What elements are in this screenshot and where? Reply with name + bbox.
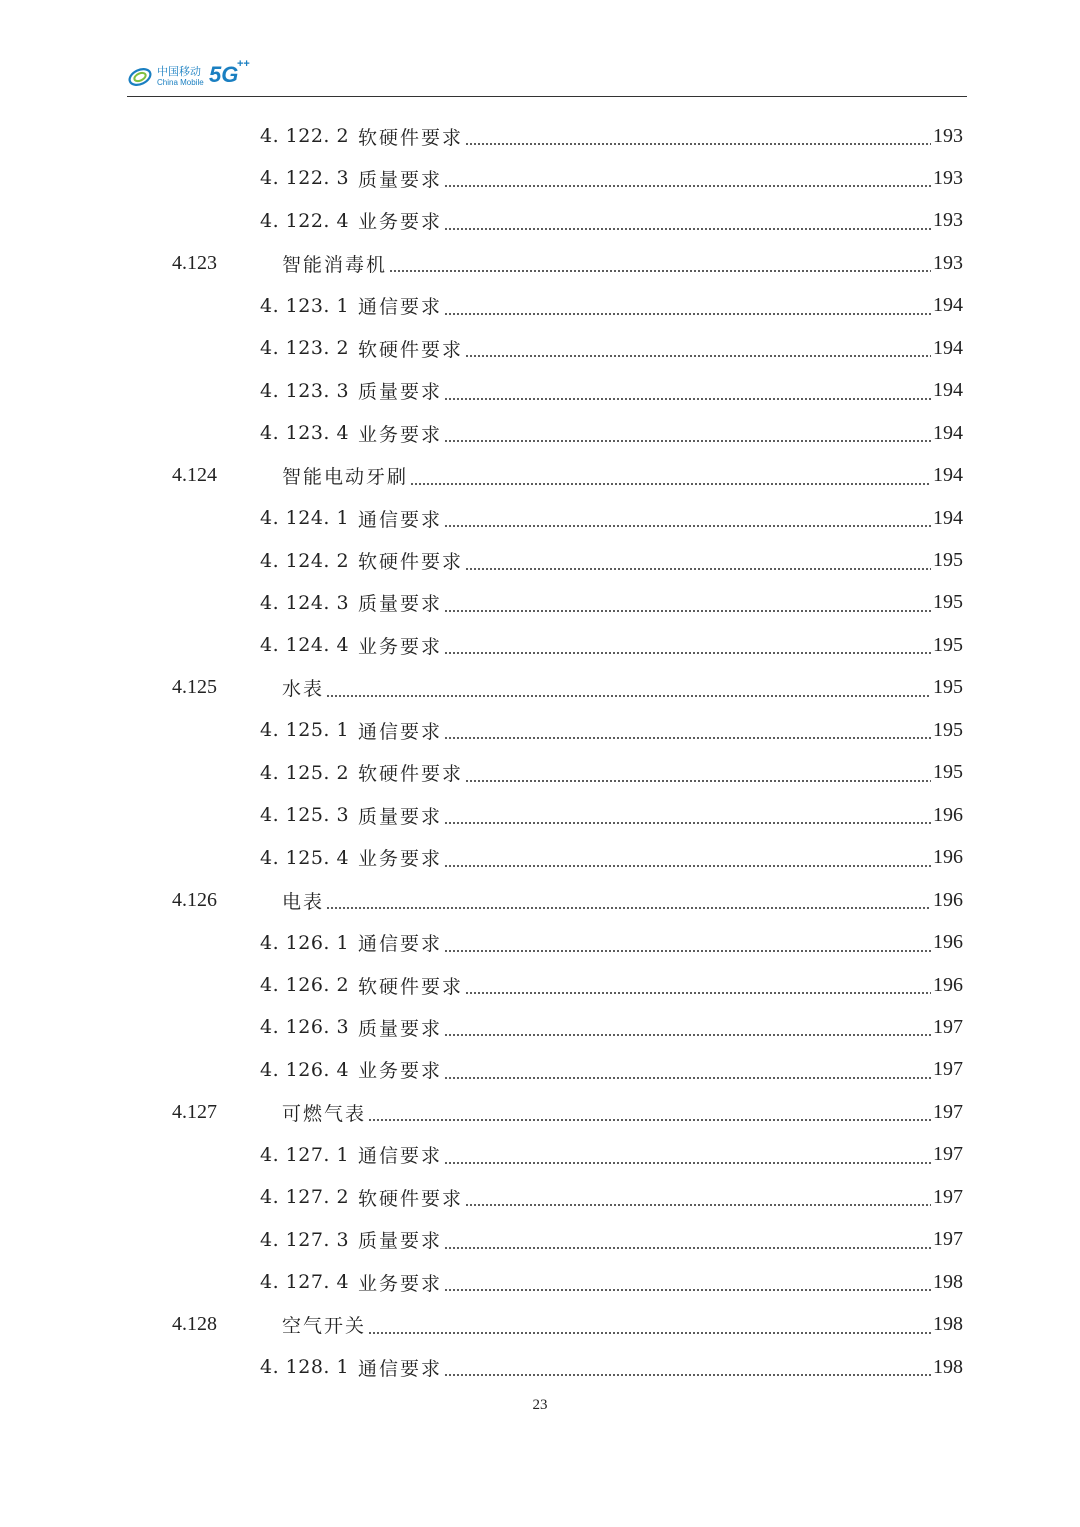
logo-5g-mark: 5G xyxy=(209,62,239,87)
toc-entry-title: 空气开关 xyxy=(282,1315,367,1338)
toc-dot-leader xyxy=(444,610,931,612)
toc-entry[interactable] xyxy=(260,328,963,368)
toc-entry-page: 195 xyxy=(933,633,963,656)
toc-entry-title: 软硬件要求 xyxy=(358,763,464,786)
toc-entry-title: 水表 xyxy=(282,678,325,701)
toc-entry-title: 智能电动牙刷 xyxy=(282,466,409,489)
toc-dot-leader xyxy=(465,780,931,782)
toc-dot-leader xyxy=(444,1247,931,1249)
toc-entry-title: 业务要求 xyxy=(358,848,443,871)
toc-entry-number: 4.124 xyxy=(172,464,217,487)
toc-entry-page: 197 xyxy=(933,1228,963,1251)
toc-entry[interactable] xyxy=(172,1305,963,1345)
toc-entry[interactable] xyxy=(172,1092,963,1132)
toc-dot-leader xyxy=(389,270,931,272)
toc-entry-title: 质量要求 xyxy=(358,593,443,616)
toc-entry[interactable] xyxy=(172,243,963,283)
toc-entry-title: 通信要求 xyxy=(358,1145,443,1168)
toc-entry-title: 通信要求 xyxy=(358,1357,443,1380)
toc-entry-page: 194 xyxy=(933,336,963,359)
toc-entry-title: 电表 xyxy=(282,890,325,913)
toc-dot-leader xyxy=(444,652,931,654)
toc-entry-title: 通信要求 xyxy=(358,720,443,743)
toc-entry-page: 193 xyxy=(933,251,963,274)
toc-entry-title: 通信要求 xyxy=(358,296,443,319)
toc-entry[interactable] xyxy=(260,710,963,750)
toc-entry-page: 195 xyxy=(933,718,963,741)
toc-entry-number: 4. 123. 3 xyxy=(260,379,350,402)
logo-english-name: China Mobile xyxy=(157,78,204,87)
toc-entry[interactable] xyxy=(260,1262,963,1302)
toc-entry-number: 4. 124. 1 xyxy=(260,507,350,530)
toc-dot-leader xyxy=(444,398,931,400)
page-number: 23 xyxy=(532,1397,548,1413)
toc-entry-number: 4. 126. 2 xyxy=(260,974,350,996)
toc-entry-page: 197 xyxy=(933,1185,963,1208)
toc-dot-leader xyxy=(326,907,931,909)
toc-entry-page: 194 xyxy=(933,379,963,402)
china-mobile-swirl-icon xyxy=(127,64,153,90)
toc-entry-number: 4. 123. 4 xyxy=(260,422,350,445)
toc-entry[interactable] xyxy=(260,1177,963,1217)
toc-entry[interactable] xyxy=(172,880,963,920)
toc-entry-number: 4. 126. 1 xyxy=(260,931,350,954)
toc-dot-leader xyxy=(444,1077,931,1079)
toc-dot-leader xyxy=(444,440,931,442)
toc-entry[interactable] xyxy=(260,413,963,453)
toc-dot-leader xyxy=(444,228,931,230)
toc-dot-leader xyxy=(444,1162,931,1164)
toc-dot-leader xyxy=(410,483,931,485)
toc-entry-number: 4. 128. 1 xyxy=(260,1356,350,1379)
toc-entry[interactable] xyxy=(260,625,963,665)
toc-entry-number: 4. 123. 2 xyxy=(260,337,350,360)
toc-entry-title: 软硬件要求 xyxy=(358,975,464,998)
toc-entry-page: 195 xyxy=(933,549,963,571)
toc-entry-number: 4. 125. 4 xyxy=(260,846,350,869)
toc-entry-page: 195 xyxy=(933,676,963,699)
toc-entry[interactable] xyxy=(260,1050,963,1090)
toc-entry[interactable] xyxy=(260,116,963,156)
toc-entry[interactable] xyxy=(260,1347,963,1387)
logo-text xyxy=(157,66,204,87)
toc-dot-leader xyxy=(444,1289,931,1291)
toc-entry-page: 198 xyxy=(933,1270,963,1293)
toc-entry-number: 4. 126. 4 xyxy=(260,1058,350,1081)
toc-dot-leader xyxy=(465,992,931,994)
toc-dot-leader xyxy=(465,1204,931,1206)
toc-entry-title: 业务要求 xyxy=(358,423,443,446)
china-mobile-logo xyxy=(127,58,257,92)
toc-entry[interactable] xyxy=(260,1007,963,1047)
toc-entry-title: 质量要求 xyxy=(358,381,443,404)
toc-entry-number: 4. 127. 4 xyxy=(260,1271,350,1294)
toc-dot-leader xyxy=(444,185,931,187)
toc-dot-leader xyxy=(465,355,931,357)
toc-entry-title: 通信要求 xyxy=(358,933,443,956)
toc-entry-page: 194 xyxy=(933,294,963,317)
toc-entry[interactable] xyxy=(172,668,963,708)
toc-entry-page: 197 xyxy=(933,1015,963,1038)
toc-entry-number: 4. 126. 3 xyxy=(260,1016,350,1039)
toc-entry-page: 193 xyxy=(933,209,963,232)
toc-entry-title: 智能消毒机 xyxy=(282,253,388,276)
toc-entry[interactable] xyxy=(260,286,963,326)
toc-entry-page: 194 xyxy=(933,421,963,444)
toc-entry-page: 196 xyxy=(933,931,963,954)
toc-entry[interactable] xyxy=(260,1135,963,1175)
toc-entry-title: 业务要求 xyxy=(358,1060,443,1083)
toc-entry-page: 198 xyxy=(933,1313,963,1336)
toc-entry-number: 4. 124. 3 xyxy=(260,591,350,614)
toc-entry[interactable] xyxy=(260,838,963,878)
toc-entry-page: 193 xyxy=(933,166,963,189)
toc-entry-page: 197 xyxy=(933,1100,963,1123)
toc-entry-title: 软硬件要求 xyxy=(358,338,464,361)
logo-plus-mark: ++ xyxy=(237,58,250,70)
toc-entry[interactable] xyxy=(260,158,963,198)
toc-entry-page: 196 xyxy=(933,846,963,869)
toc-entry-title: 质量要求 xyxy=(358,805,443,828)
toc-entry-page: 193 xyxy=(933,124,963,147)
toc-entry-number: 4. 124. 2 xyxy=(260,549,350,572)
toc-entry-number: 4. 127. 3 xyxy=(260,1228,350,1251)
toc-entry[interactable] xyxy=(260,1220,963,1260)
toc-entry-page: 194 xyxy=(933,464,963,487)
toc-entry-number: 4. 125. 2 xyxy=(260,761,350,784)
toc-dot-leader xyxy=(444,950,931,952)
toc-entry[interactable] xyxy=(260,923,963,963)
toc-entry-title: 软硬件要求 xyxy=(358,1187,464,1210)
toc-entry-number: 4. 127. 1 xyxy=(260,1143,350,1166)
toc-dot-leader xyxy=(465,568,931,570)
toc-entry[interactable] xyxy=(260,583,963,623)
toc-entry-number: 4.126 xyxy=(172,888,217,911)
toc-entry[interactable] xyxy=(260,795,963,835)
toc-entry-page: 196 xyxy=(933,973,963,996)
toc-entry-title: 软硬件要求 xyxy=(358,126,464,149)
toc-dot-leader xyxy=(444,313,931,315)
toc-entry-title: 可燃气表 xyxy=(282,1102,367,1125)
toc-entry-page: 195 xyxy=(933,591,963,614)
page-header xyxy=(127,60,967,97)
toc-entry-number: 4.125 xyxy=(172,676,217,699)
toc-entry-page: 197 xyxy=(933,1143,963,1166)
toc-entry-number: 4. 124. 4 xyxy=(260,634,350,657)
toc-entry-number: 4. 125. 1 xyxy=(260,719,350,742)
toc-entry[interactable] xyxy=(260,965,963,1005)
toc-dot-leader xyxy=(444,1034,931,1036)
toc-entry-page: 194 xyxy=(933,506,963,529)
toc-dot-leader xyxy=(326,695,931,697)
toc-entry[interactable] xyxy=(260,498,963,538)
toc-dot-leader xyxy=(444,865,931,867)
toc-entry-number: 4. 123. 1 xyxy=(260,294,350,317)
toc-dot-leader xyxy=(444,822,931,824)
toc-entry-number: 4.128 xyxy=(172,1313,217,1336)
toc-entry-number: 4.123 xyxy=(172,251,217,274)
toc-dot-leader xyxy=(368,1119,931,1121)
toc-entry-title: 软硬件要求 xyxy=(358,551,464,573)
toc-entry[interactable] xyxy=(260,371,963,411)
toc-entry-page: 197 xyxy=(933,1058,963,1081)
toc-entry-page: 198 xyxy=(933,1355,963,1378)
logo-chinese-name: 中国移动 xyxy=(157,65,201,78)
toc-entry-number: 4. 125. 3 xyxy=(260,804,350,827)
toc-dot-leader xyxy=(465,143,931,145)
toc-entry-number: 4. 122. 2 xyxy=(260,125,350,147)
toc-entry-number: 4. 122. 3 xyxy=(260,167,350,190)
toc-entry-page: 195 xyxy=(933,761,963,784)
toc-entry-title: 业务要求 xyxy=(358,211,443,234)
toc-entry[interactable] xyxy=(260,753,963,793)
toc-entry[interactable] xyxy=(172,456,963,496)
toc-entry-title: 质量要求 xyxy=(358,1230,443,1253)
toc-dot-leader xyxy=(368,1332,931,1334)
toc-dot-leader xyxy=(444,525,931,527)
toc-entry-title: 通信要求 xyxy=(358,508,443,531)
toc-entry-title: 业务要求 xyxy=(358,1272,443,1295)
toc-entry-title: 质量要求 xyxy=(358,1017,443,1040)
toc-dot-leader xyxy=(444,1374,931,1376)
toc-entry-number: 4.127 xyxy=(172,1100,217,1123)
toc-entry-page: 196 xyxy=(933,803,963,826)
toc-entry[interactable] xyxy=(260,541,963,581)
toc-entry-number: 4. 127. 2 xyxy=(260,1186,350,1209)
toc-entry-title: 业务要求 xyxy=(358,635,443,658)
toc-entry-title: 质量要求 xyxy=(358,168,443,191)
toc-dot-leader xyxy=(444,737,931,739)
toc-entry[interactable] xyxy=(260,201,963,241)
toc-entry-page: 196 xyxy=(933,888,963,911)
toc-entry-number: 4. 122. 4 xyxy=(260,209,350,232)
